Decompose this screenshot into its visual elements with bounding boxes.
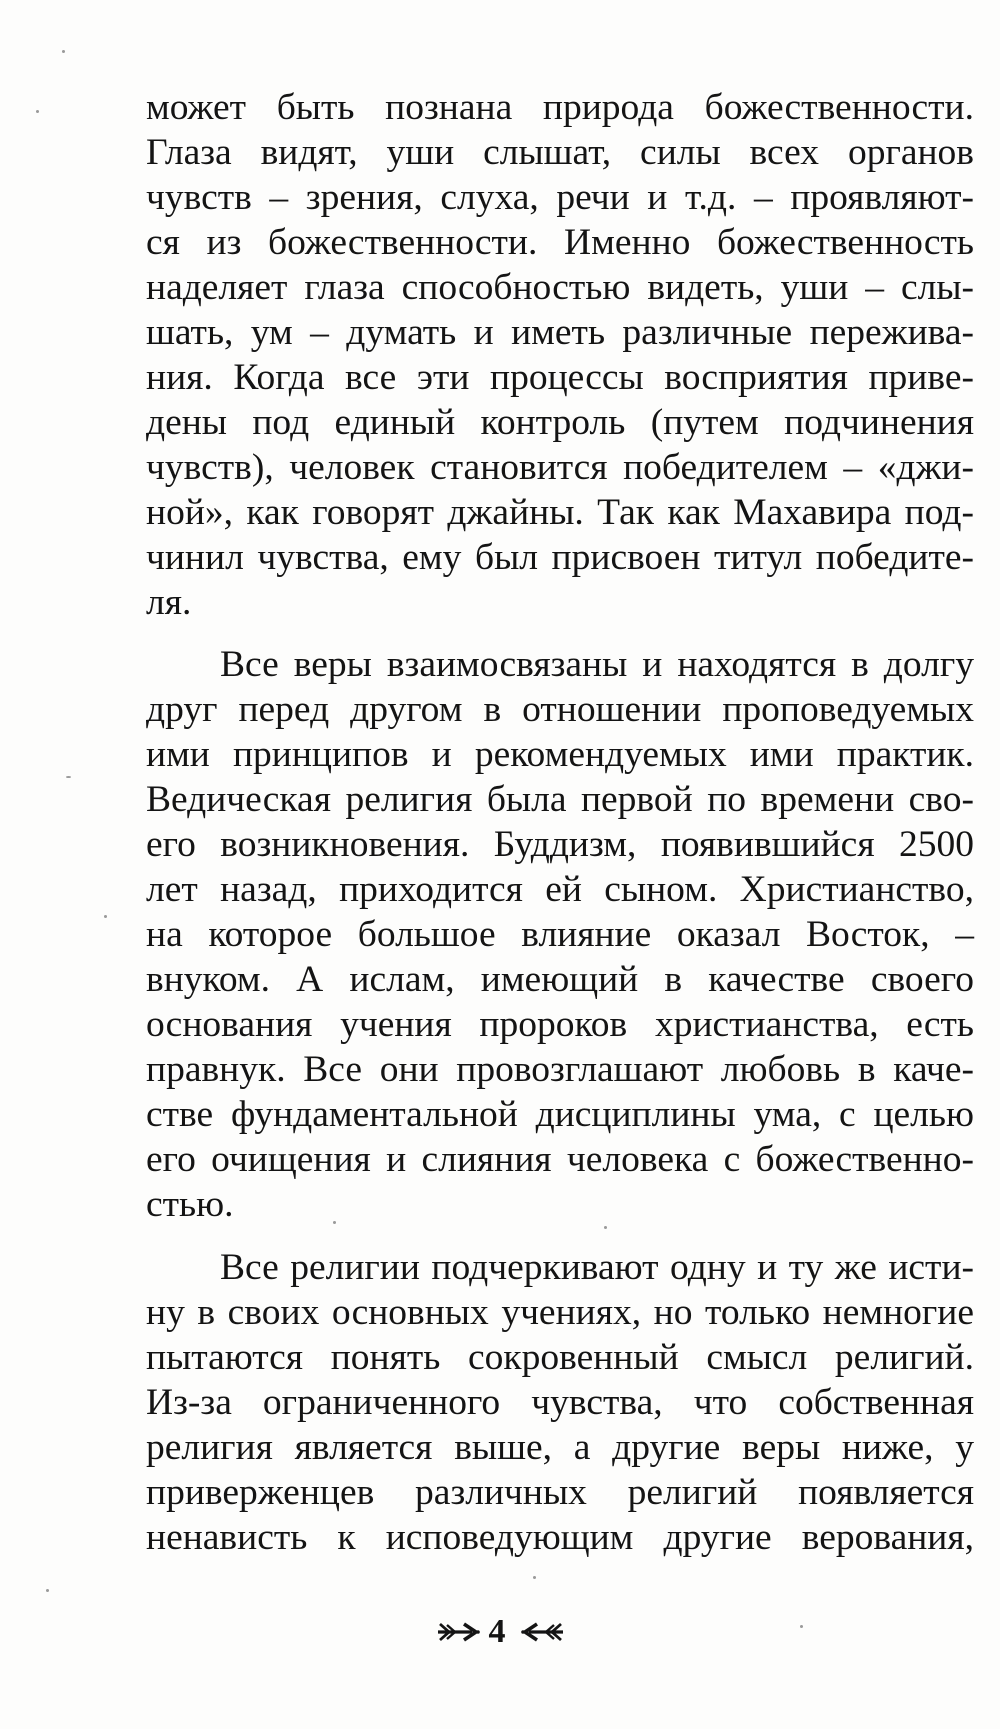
text-line: Ведическая религия была первой по времени сво- bbox=[146, 779, 974, 820]
text-line: стве фундаментальной дисциплины ума, с целью bbox=[146, 1094, 974, 1135]
text-line: ненависть к исповедующим другие верования, bbox=[146, 1517, 974, 1558]
scan-speck bbox=[62, 50, 65, 53]
scan-speck bbox=[104, 915, 107, 918]
arrow-left-ornament-icon bbox=[521, 1621, 565, 1643]
scan-speck bbox=[66, 776, 71, 778]
text-line: наделяет глаза способностью видеть, уши – слы- bbox=[146, 267, 974, 308]
arrow-right-ornament-icon bbox=[436, 1621, 480, 1643]
text-line: чувств), человек становится победителем – «джи- bbox=[146, 447, 974, 488]
text-line: стью. bbox=[146, 1184, 234, 1225]
text-line: ля. bbox=[146, 582, 192, 623]
text-line: ну в своих основных учениях, но только немногие bbox=[146, 1292, 974, 1333]
page-footer bbox=[0, 1604, 1000, 1660]
text-line: шать, ум – думать и иметь различные пережива- bbox=[146, 312, 974, 353]
text-line: чинил чувства, ему был присвоен титул победите- bbox=[146, 537, 974, 578]
text-line: на которое большое влияние оказал Восток, – bbox=[146, 914, 974, 955]
text-line: его возникновения. Буддизм, появившийся 2500 bbox=[146, 824, 974, 865]
text-line: правнук. Все они провозглашают любовь в каче- bbox=[146, 1049, 974, 1090]
page-number: 4 bbox=[488, 1613, 506, 1650]
scan-speck bbox=[36, 110, 39, 113]
text-line: Из-за ограниченного чувства, что собственная bbox=[146, 1382, 974, 1423]
text-line: религия является выше, а другие веры ниже, у bbox=[146, 1427, 974, 1468]
scan-speck bbox=[46, 1589, 49, 1592]
text-line: пытаются понять сокровенный смысл религий. bbox=[146, 1337, 974, 1378]
text-line: чувств – зрения, слуха, речи и т.д. – проявляют- bbox=[146, 177, 974, 218]
text-line: Все веры взаимосвязаны и находятся в долгу bbox=[220, 644, 974, 685]
text-line: Глаза видят, уши слышат, силы всех органов bbox=[146, 132, 974, 173]
text-line: его очищения и слияния человека с божественно- bbox=[146, 1139, 974, 1180]
scan-speck bbox=[533, 1576, 536, 1579]
text-line: лет назад, приходится ей сыном. Христианство, bbox=[146, 869, 974, 910]
text-line: Все религии подчеркивают одну и ту же исти- bbox=[220, 1247, 974, 1288]
text-line: основания учения пророков христианства, есть bbox=[146, 1004, 974, 1045]
text-line: внуком. А ислам, имеющий в качестве своего bbox=[146, 959, 974, 1000]
text-line: дены под единый контроль (путем подчинения bbox=[146, 402, 974, 443]
text-line: приверженцев различных религий появляется bbox=[146, 1472, 974, 1513]
text-line: ими принципов и рекомендуемых ими практик. bbox=[146, 734, 974, 775]
text-line: друг перед другом в отношении проповедуемых bbox=[146, 689, 974, 730]
text-line: ной», как говорят джайны. Так как Махавира под- bbox=[146, 492, 974, 533]
text-line: может быть познана природа божественности. bbox=[146, 87, 974, 128]
text-line: ся из божественности. Именно божественность bbox=[146, 222, 974, 263]
text-line: ния. Когда все эти процессы восприятия приве- bbox=[146, 357, 974, 398]
